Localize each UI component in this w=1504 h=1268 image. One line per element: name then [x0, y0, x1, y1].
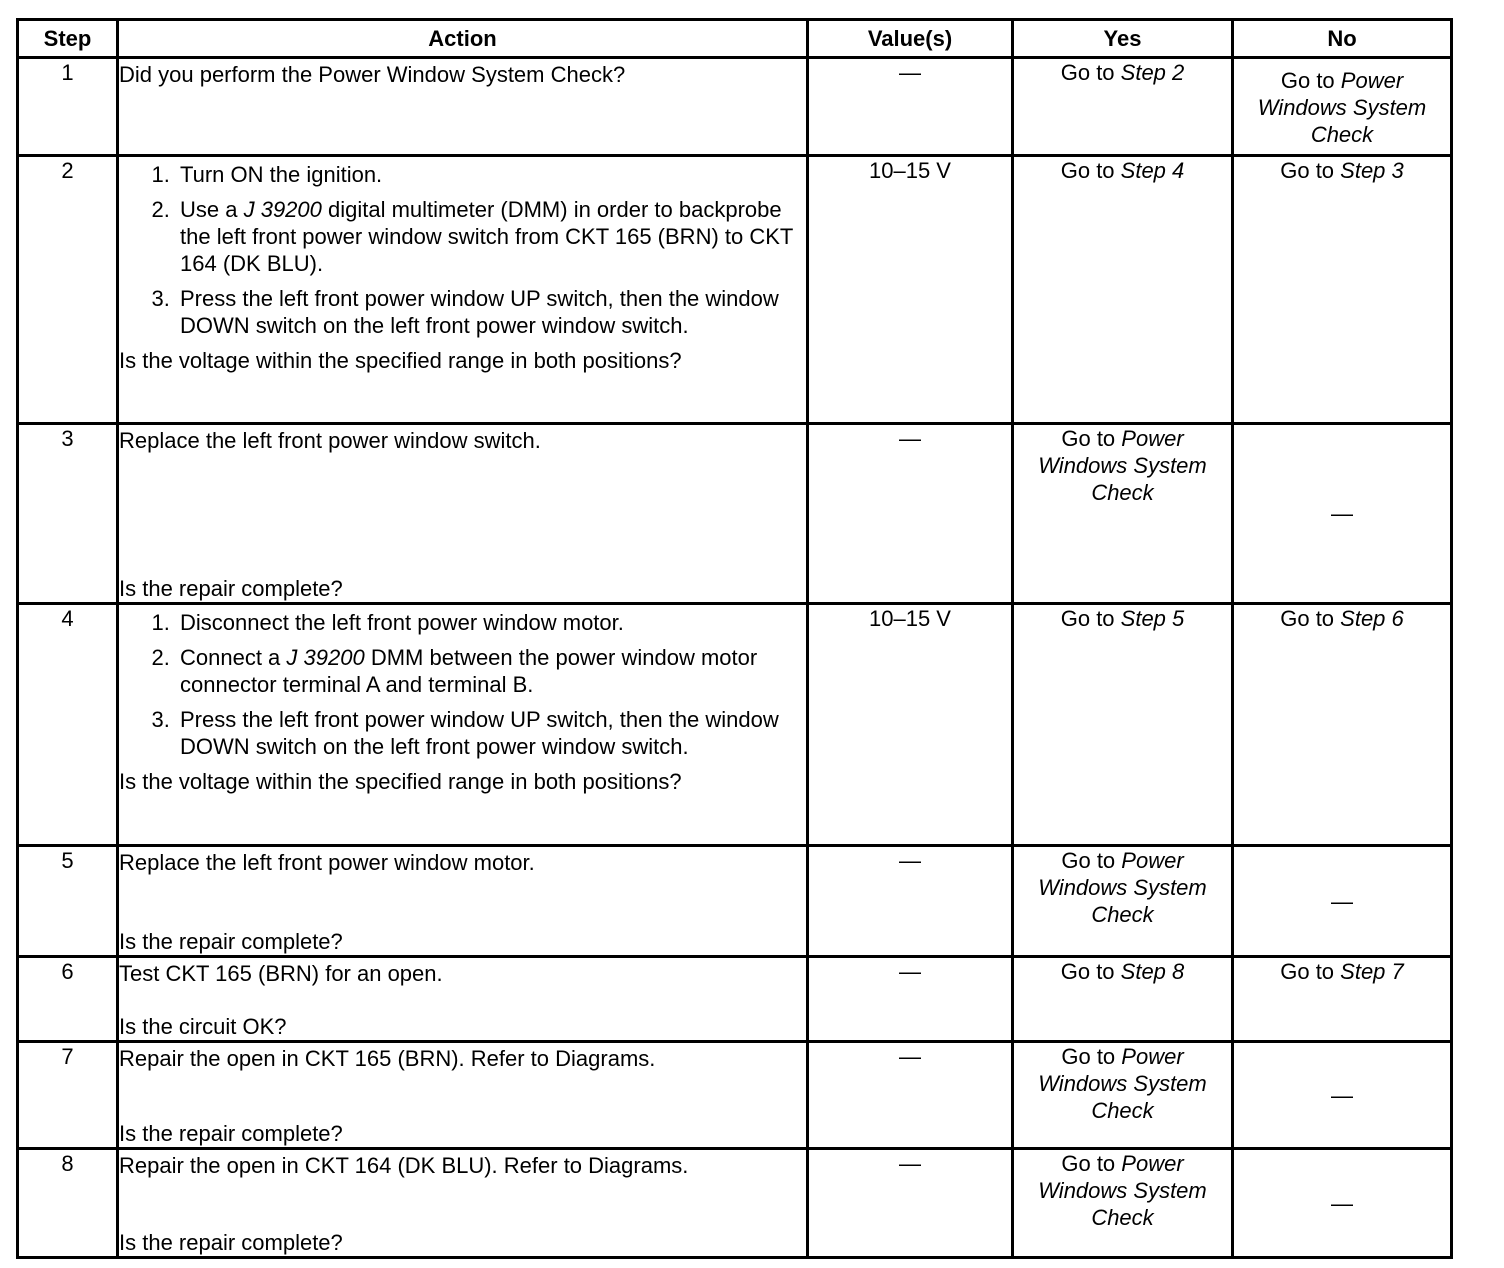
- step-number: 3: [18, 424, 118, 604]
- value-cell: —: [808, 1042, 1013, 1149]
- yes-prefix: Go to: [1061, 1044, 1122, 1069]
- tool-reference: J 39200: [286, 645, 365, 670]
- action-cell: [118, 1042, 808, 1149]
- action-step: 3. Press the left front power window UP switch, then the window DOWN switch on the left front power window switch.: [176, 285, 806, 339]
- action-text: Test CKT 165 (BRN) for an open.: [119, 961, 443, 986]
- action-text: Repair the open in CKT 165 (BRN). Refer to Diagrams.: [119, 1046, 656, 1071]
- diagnostic-table: [16, 18, 1453, 1259]
- step-number: 8: [18, 1149, 118, 1258]
- yes-prefix: Go to: [1061, 426, 1122, 451]
- value-cell: —: [808, 58, 1013, 156]
- action-cell: [118, 846, 808, 957]
- yes-prefix: Go to: [1061, 1151, 1122, 1176]
- header-no: No: [1233, 20, 1452, 58]
- action-text: Replace the left front power window motor.: [119, 850, 535, 875]
- action-steps: [119, 609, 806, 760]
- action-cell: [118, 156, 808, 424]
- action-text: Did you perform the Power Window System Check?: [119, 62, 626, 87]
- action-question: Is the repair complete?: [119, 1230, 343, 1255]
- yes-prefix: Go to: [1060, 959, 1121, 984]
- header-values: Value(s): [808, 20, 1013, 58]
- action-step: 2. Use a J 39200 digital multimeter (DMM) in order to backprobe the left front power window switch from CKT 165 (BRN) to CKT 164 (DK BLU).: [176, 196, 806, 277]
- no-cell: —: [1233, 1042, 1452, 1149]
- action-text: Repair the open in CKT 164 (DK BLU). Refer to Diagrams.: [119, 1153, 689, 1178]
- table-row: [18, 424, 1452, 604]
- table-row: [18, 1149, 1452, 1258]
- no-cell: —: [1233, 424, 1452, 604]
- value-cell: —: [808, 424, 1013, 604]
- yes-cell: [1013, 156, 1233, 424]
- yes-cell: [1013, 58, 1233, 156]
- yes-link[interactable]: Power Windows System Check: [1038, 848, 1207, 927]
- yes-cell: [1013, 604, 1233, 846]
- value-cell: 10–15 V: [808, 604, 1013, 846]
- action-cell: [118, 58, 808, 156]
- yes-link[interactable]: Step 8: [1120, 959, 1185, 984]
- header-step: Step: [18, 20, 118, 58]
- no-prefix: Go to: [1280, 959, 1341, 984]
- action-cell: [118, 604, 808, 846]
- action-question: Is the voltage within the specified range in both positions?: [119, 348, 682, 373]
- step-number: 1: [18, 58, 118, 156]
- yes-link[interactable]: Power Windows System Check: [1038, 426, 1207, 505]
- yes-cell: [1013, 957, 1233, 1042]
- no-cell: [1233, 156, 1452, 424]
- action-cell: [118, 424, 808, 604]
- yes-prefix: Go to: [1061, 848, 1122, 873]
- header-row: [18, 20, 1452, 58]
- no-link[interactable]: Step 7: [1340, 959, 1404, 984]
- yes-prefix: Go to: [1060, 606, 1121, 631]
- yes-cell: [1013, 1149, 1233, 1258]
- action-wrap: [119, 425, 806, 602]
- no-cell: —: [1233, 1149, 1452, 1258]
- action-question: Is the voltage within the specified range in both positions?: [119, 769, 682, 794]
- no-cell: —: [1233, 846, 1452, 957]
- no-cell: [1233, 604, 1452, 846]
- step-number: 7: [18, 1042, 118, 1149]
- no-cell: [1233, 58, 1452, 156]
- table-row: [18, 156, 1452, 424]
- table-row: [18, 846, 1452, 957]
- yes-link[interactable]: Step 5: [1120, 606, 1185, 631]
- yes-cell: [1013, 846, 1233, 957]
- header-yes: Yes: [1013, 20, 1233, 58]
- action-step: 3. Press the left front power window UP switch, then the window DOWN switch on the left front power window switch.: [176, 706, 806, 760]
- action-cell: [118, 1149, 808, 1258]
- action-wrap: [119, 1043, 806, 1147]
- action-step: 1. Disconnect the left front power window motor.: [176, 609, 806, 636]
- yes-prefix: Go to: [1060, 60, 1121, 85]
- action-wrap: [119, 958, 806, 1040]
- action-question: Is the circuit OK?: [119, 1014, 287, 1039]
- yes-link[interactable]: Power Windows System Check: [1038, 1151, 1207, 1230]
- action-step: 2. Connect a J 39200 DMM between the power window motor connector terminal A and terminal B.: [176, 644, 806, 698]
- table-row: [18, 58, 1452, 156]
- table-row: [18, 1042, 1452, 1149]
- value-cell: 10–15 V: [808, 156, 1013, 424]
- header-action: Action: [118, 20, 808, 58]
- step-number: 5: [18, 846, 118, 957]
- action-cell: [118, 957, 808, 1042]
- yes-link[interactable]: Step 2: [1120, 60, 1185, 85]
- yes-link[interactable]: Step 4: [1120, 158, 1185, 183]
- table-row: [18, 957, 1452, 1042]
- action-question: Is the repair complete?: [119, 576, 343, 601]
- step-number: 6: [18, 957, 118, 1042]
- no-link[interactable]: Step 6: [1340, 606, 1404, 631]
- step-number: 2: [18, 156, 118, 424]
- action-wrap: [119, 1150, 806, 1256]
- action-wrap: [119, 847, 806, 955]
- no-prefix: Go to: [1280, 158, 1341, 183]
- value-cell: —: [808, 957, 1013, 1042]
- no-link[interactable]: Power Windows System Check: [1257, 68, 1427, 147]
- yes-cell: [1013, 424, 1233, 604]
- no-prefix: Go to: [1280, 68, 1341, 93]
- value-cell: —: [808, 846, 1013, 957]
- no-prefix: Go to: [1280, 606, 1341, 631]
- yes-link[interactable]: Power Windows System Check: [1038, 1044, 1207, 1123]
- value-cell: —: [808, 1149, 1013, 1258]
- action-text: Replace the left front power window switch.: [119, 428, 541, 453]
- yes-cell: [1013, 1042, 1233, 1149]
- action-steps: [119, 161, 806, 339]
- action-question: Is the repair complete?: [119, 929, 343, 954]
- tool-reference: J 39200: [243, 197, 322, 222]
- action-step: 1. Turn ON the ignition.: [176, 161, 806, 188]
- yes-prefix: Go to: [1060, 158, 1121, 183]
- no-cell: [1233, 957, 1452, 1042]
- action-question: Is the repair complete?: [119, 1121, 343, 1146]
- table-row: [18, 604, 1452, 846]
- no-link[interactable]: Step 3: [1340, 158, 1404, 183]
- step-number: 4: [18, 604, 118, 846]
